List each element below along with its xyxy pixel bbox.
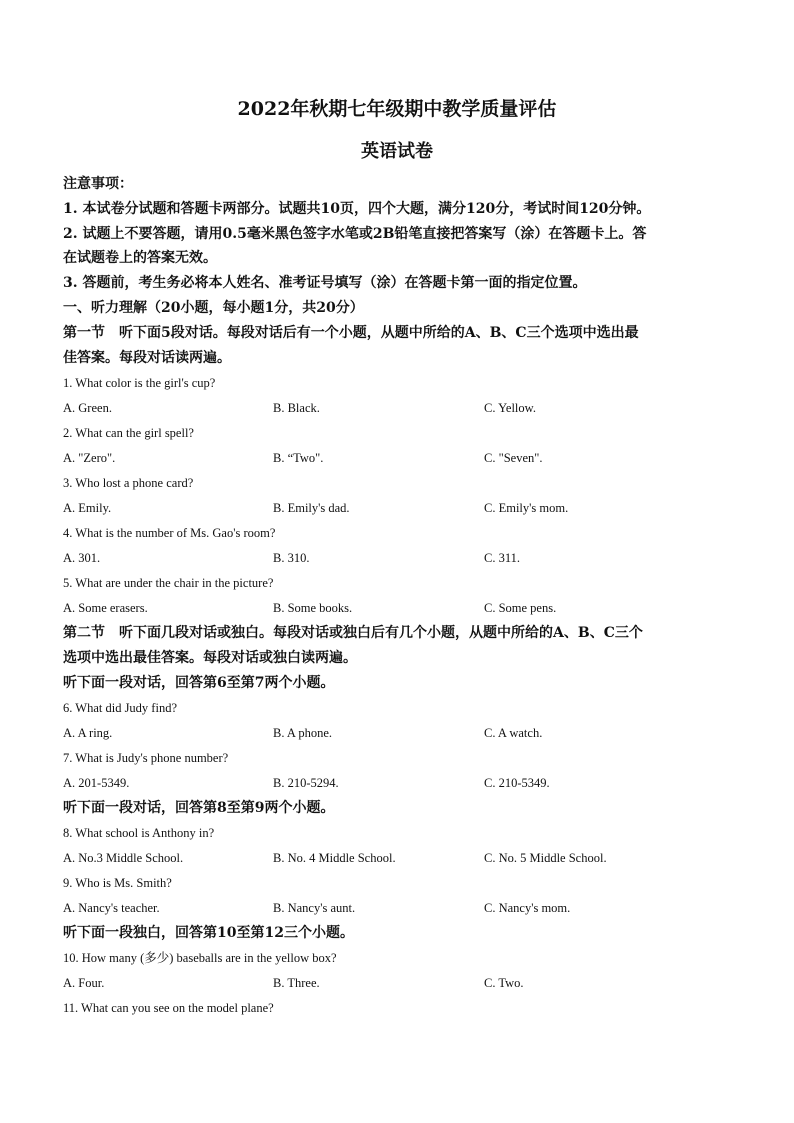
option-9b: B. Nancy's aunt. — [273, 901, 356, 915]
notes-heading: 注意事项： — [63, 176, 133, 192]
question-7: 7. What is Judy's phone number? — [63, 751, 229, 765]
option-9a: A. Nancy's teacher. — [63, 901, 160, 915]
group-heading-8-9: 听下面一段对话，回答第8至第9两个小题。 — [63, 800, 335, 816]
option-10a: A. Four. — [63, 976, 105, 990]
note-2-line-2: 在试题卷上的答案无效。 — [63, 250, 217, 266]
option-4c: C. 311. — [484, 551, 520, 565]
option-2c: C. "Seven". — [484, 451, 543, 465]
option-1a: A. Green. — [63, 401, 112, 415]
option-10b: B. Three. — [273, 976, 320, 990]
option-6c: C. A watch. — [484, 726, 543, 740]
option-9c: C. Nancy's mom. — [484, 901, 571, 915]
note-1: 1. 本试卷分试题和答题卡两部分。试题共10页，四个大题，满分120分，考试时间120分钟。 — [63, 201, 651, 217]
option-5a: A. Some erasers. — [63, 601, 148, 615]
option-8a: A. No.3 Middle School. — [63, 851, 184, 865]
option-8c: C. No. 5 Middle School. — [484, 851, 607, 865]
option-10c: C. Two. — [484, 976, 524, 990]
option-2a: A. "Zero". — [63, 451, 116, 465]
group-heading-10-12: 听下面一段独白，回答第10至第12三个小题。 — [63, 925, 354, 941]
option-4b: B. 310. — [273, 551, 310, 565]
option-8b: B. No. 4 Middle School. — [273, 851, 396, 865]
section-2-line-1: 第二节 听下面几段对话或独白。每段对话或独白后有几个小题，从题中所给的A、B、C三个 — [63, 625, 643, 641]
note-3: 3. 答题前，考生务必将本人姓名、准考证号填写（涂）在答题卡第一面的指定位置。 — [63, 275, 587, 291]
note-2-line-1: 2. 试题上不要答题，请用0.5毫米黑色签字水笔或2B铅笔直接把答案写（涂）在答题卡上。答 — [63, 226, 647, 242]
option-6a: A. A ring. — [63, 726, 113, 740]
question-2: 2. What can the girl spell? — [63, 426, 194, 440]
option-7c: C. 210-5349. — [484, 776, 550, 790]
option-3b: B. Emily's dad. — [273, 501, 350, 515]
group-heading-6-7: 听下面一段对话，回答第6至第7两个小题。 — [63, 675, 335, 691]
exam-subtitle: 英语试卷 — [361, 141, 433, 162]
option-7a: A. 201-5349. — [63, 776, 130, 790]
section-1-line-1: 第一节 听下面5段对话。每段对话后有一个小题，从题中所给的A、B、C三个选项中选出最 — [63, 325, 639, 341]
option-1c: C. Yellow. — [484, 401, 536, 415]
option-1b: B. Black. — [273, 401, 320, 415]
question-5: 5. What are under the chair in the picture? — [63, 576, 274, 590]
option-6b: B. A phone. — [273, 726, 333, 740]
section-2-line-2: 选项中选出最佳答案。每段对话或独白读两遍。 — [63, 650, 357, 666]
part-1-heading: 一、听力理解（20小题，每小题1分，共20分） — [63, 300, 364, 316]
question-9: 9. Who is Ms. Smith? — [63, 876, 172, 890]
option-3c: C. Emily's mom. — [484, 501, 569, 515]
option-5c: C. Some pens. — [484, 601, 557, 615]
question-10: 10. How many (多少) baseballs are in the yellow box? — [63, 951, 337, 965]
question-8: 8. What school is Anthony in? — [63, 826, 215, 840]
question-4: 4. What is the number of Ms. Gao's room? — [63, 526, 276, 540]
question-6: 6. What did Judy find? — [63, 701, 177, 715]
exam-title: 2022年秋期七年级期中教学质量评估 — [237, 98, 557, 120]
option-2b: B. “Two". — [273, 451, 324, 465]
option-3a: A. Emily. — [63, 501, 112, 515]
question-3: 3. Who lost a phone card? — [63, 476, 194, 490]
option-5b: B. Some books. — [273, 601, 353, 615]
option-7b: B. 210-5294. — [273, 776, 339, 790]
question-11: 11. What can you see on the model plane? — [63, 1001, 274, 1015]
question-1: 1. What color is the girl's cup? — [63, 376, 216, 390]
section-1-line-2: 佳答案。每段对话读两遍。 — [63, 350, 231, 366]
option-4a: A. 301. — [63, 551, 101, 565]
